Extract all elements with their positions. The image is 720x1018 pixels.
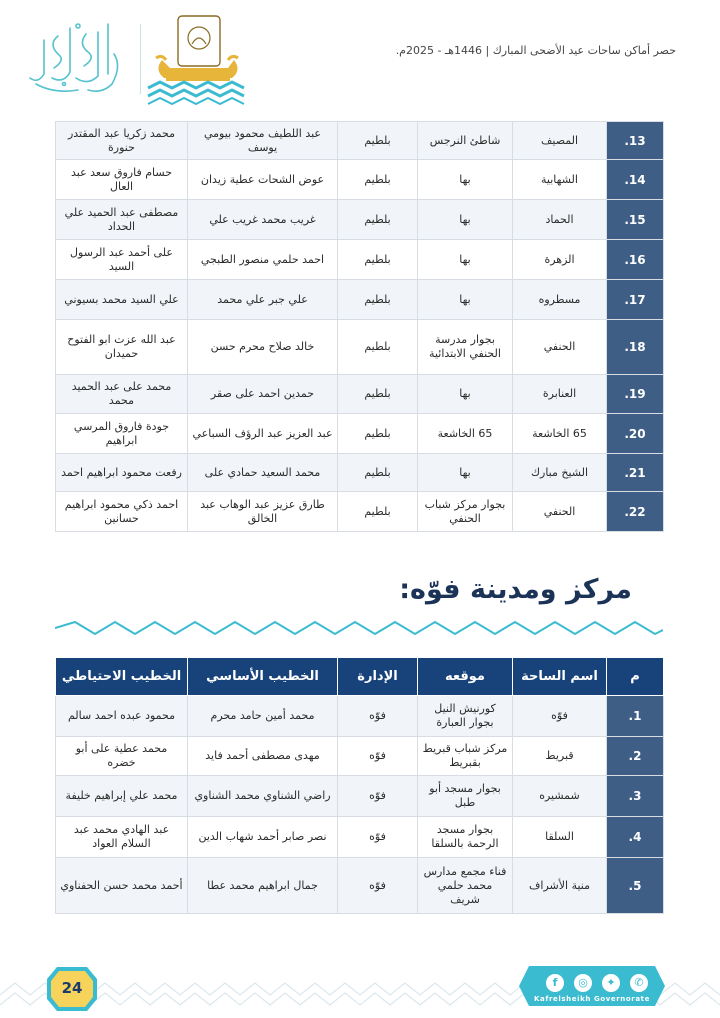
table-row [56, 858, 664, 914]
table-row [56, 696, 664, 737]
backup-preacher: أحمد محمد حسن الحفناوي [56, 858, 188, 914]
square-location: بجوار مدرسة الحنفي الابتدائية [418, 320, 513, 375]
square-name: الزهرة [513, 240, 607, 280]
row-index: 22. [607, 492, 664, 532]
backup-preacher: محمود عبده احمد سالم [56, 696, 188, 737]
mosques-table-continued [55, 121, 664, 532]
square-location: 65 الخاشعة [418, 414, 513, 454]
backup-preacher: محمد عطية على أبو خضره [56, 737, 188, 776]
table-row [56, 280, 664, 320]
table-row [56, 320, 664, 375]
square-location: بها [418, 240, 513, 280]
table-row [56, 492, 664, 532]
square-admin: فوّه [338, 858, 418, 914]
square-admin: بلطيم [338, 280, 418, 320]
square-location: بها [418, 200, 513, 240]
square-location: بجوار مسجد الرحمة بالسلقا [418, 817, 513, 858]
square-name: المصيف [513, 122, 607, 160]
table-row [56, 122, 664, 160]
instagram-icon[interactable]: ◎ [574, 974, 592, 992]
facebook-icon[interactable]: f [546, 974, 564, 992]
backup-preacher: مصطفى عبد الحميد علي الحداد [56, 200, 188, 240]
row-index: 20. [607, 414, 664, 454]
row-index: 13. [607, 122, 664, 160]
section-title: مركز ومدينة فوّه: [399, 574, 632, 605]
square-name: قبريط [513, 737, 607, 776]
square-location: بها [418, 375, 513, 414]
table-row [56, 737, 664, 776]
table-row [56, 454, 664, 492]
square-name: الحنفي [513, 492, 607, 532]
row-index: 15. [607, 200, 664, 240]
backup-preacher: جودة فاروق المرسي ابراهيم [56, 414, 188, 454]
square-name: الشيخ مبارك [513, 454, 607, 492]
square-admin: فوّه [338, 737, 418, 776]
primary-preacher: عبد اللطيف محمود بيومي يوسف [188, 122, 338, 160]
row-index: 5. [607, 858, 664, 914]
primary-preacher: طارق عزيز عبد الوهاب عبد الخالق [188, 492, 338, 532]
row-index: 1. [607, 696, 664, 737]
square-name: فوّه [513, 696, 607, 737]
row-index: 2. [607, 737, 664, 776]
square-name: شمشيره [513, 776, 607, 817]
square-name: الشهابية [513, 160, 607, 200]
page-number-badge [45, 965, 99, 1013]
section-divider-wave [55, 618, 663, 638]
square-admin: فوّه [338, 776, 418, 817]
header-backup-preacher: الخطيب الاحتياطي [56, 658, 188, 696]
primary-preacher: راضي الشناوي محمد الشناوي [188, 776, 338, 817]
square-admin: بلطيم [338, 122, 418, 160]
whatsapp-icon[interactable]: ✆ [630, 974, 648, 992]
table-row [56, 817, 664, 858]
primary-preacher: نصر صابر أحمد شهاب الدين [188, 817, 338, 858]
backup-preacher: محمد علي إبراهيم خليفة [56, 776, 188, 817]
primary-preacher: محمد السعيد حمادي على [188, 454, 338, 492]
backup-preacher: علي السيد محمد بسيوني [56, 280, 188, 320]
square-admin: فوّه [338, 696, 418, 737]
square-name: الحنفي [513, 320, 607, 375]
backup-preacher: رفعت محمود ابراهيم احمد [56, 454, 188, 492]
backup-preacher: على أحمد عبد الرسول السيد [56, 240, 188, 280]
primary-preacher: خالد صلاح محرم حسن [188, 320, 338, 375]
square-location: شاطئ النرجس [418, 122, 513, 160]
page-header [0, 0, 720, 110]
row-index: 3. [607, 776, 664, 817]
header-name: اسم الساحة [513, 658, 607, 696]
twitter-icon[interactable]: ✦ [602, 974, 620, 992]
square-location: كورنيش النيل بجوار العبارة [418, 696, 513, 737]
primary-preacher: غريب محمد غريب علي [188, 200, 338, 240]
table-row [56, 776, 664, 817]
backup-preacher: عبد الله عزت ابو الفتوح حميدان [56, 320, 188, 375]
header-index: م [607, 658, 664, 696]
backup-preacher: حسام فاروق سعد عبد العال [56, 160, 188, 200]
header-location: موقعه [418, 658, 513, 696]
table-row [56, 375, 664, 414]
table-header-row [56, 658, 664, 696]
social-bar [519, 966, 665, 1006]
square-name: 65 الخاشعة [513, 414, 607, 454]
row-index: 21. [607, 454, 664, 492]
header-primary-preacher: الخطيب الأساسي [188, 658, 338, 696]
governorate-logo [140, 14, 255, 106]
row-index: 14. [607, 160, 664, 200]
square-admin: بلطيم [338, 492, 418, 532]
primary-preacher: جمال ابراهيم محمد عطا [188, 858, 338, 914]
square-location: بجوار مسجد أبو طبل [418, 776, 513, 817]
row-index: 17. [607, 280, 664, 320]
backup-preacher: عبد الهادي محمد عبد السلام العواد [56, 817, 188, 858]
square-name: العنابرة [513, 375, 607, 414]
square-location: بها [418, 160, 513, 200]
eid-calligraphy-icon [18, 14, 130, 98]
square-name: منية الأشراف [513, 858, 607, 914]
square-admin: بلطيم [338, 375, 418, 414]
table-row [56, 160, 664, 200]
row-index: 18. [607, 320, 664, 375]
square-admin: بلطيم [338, 160, 418, 200]
primary-preacher: مهدى مصطفى أحمد فايد [188, 737, 338, 776]
header-admin: الإدارة [338, 658, 418, 696]
square-name: السلقا [513, 817, 607, 858]
primary-preacher: عبد العزيز عبد الرؤف السباعي [188, 414, 338, 454]
row-index: 4. [607, 817, 664, 858]
row-index: 19. [607, 375, 664, 414]
backup-preacher: احمد ذكي محمود ابراهيم حسانين [56, 492, 188, 532]
square-admin: بلطيم [338, 320, 418, 375]
square-location: فناء مجمع مدارس محمد حلمي شريف [418, 858, 513, 914]
square-location: بجوار مركز شباب الحنفي [418, 492, 513, 532]
square-admin: فوّه [338, 817, 418, 858]
square-admin: بلطيم [338, 240, 418, 280]
square-location: بها [418, 280, 513, 320]
governorate-name: Kafrelsheikh Governorate [534, 995, 650, 1003]
backup-preacher: محمد على عبد الحميد محمد [56, 375, 188, 414]
backup-preacher: محمد زكريا عبد المقتدر حنورة [56, 122, 188, 160]
primary-preacher: محمد أمين حامد محرم [188, 696, 338, 737]
fuwwah-mosques-table [55, 657, 664, 914]
primary-preacher: احمد حلمي منصور الطبجي [188, 240, 338, 280]
square-name: الحماد [513, 200, 607, 240]
square-admin: بلطيم [338, 414, 418, 454]
square-admin: بلطيم [338, 200, 418, 240]
primary-preacher: حمدين احمد على صقر [188, 375, 338, 414]
primary-preacher: عوض الشحات عطية زيدان [188, 160, 338, 200]
table-row [56, 200, 664, 240]
table-row [56, 240, 664, 280]
square-location: مركز شباب قبريط بقبريط [418, 737, 513, 776]
table-row [56, 414, 664, 454]
page-number: 24 [61, 979, 83, 997]
row-index: 16. [607, 240, 664, 280]
square-admin: بلطيم [338, 454, 418, 492]
primary-preacher: علي جبر علي محمد [188, 280, 338, 320]
square-location: بها [418, 454, 513, 492]
square-name: مسطروه [513, 280, 607, 320]
header-title: حصر أماكن ساحات عيد الأضحى المبارك | 1446هـ - 2025م. [395, 44, 676, 57]
